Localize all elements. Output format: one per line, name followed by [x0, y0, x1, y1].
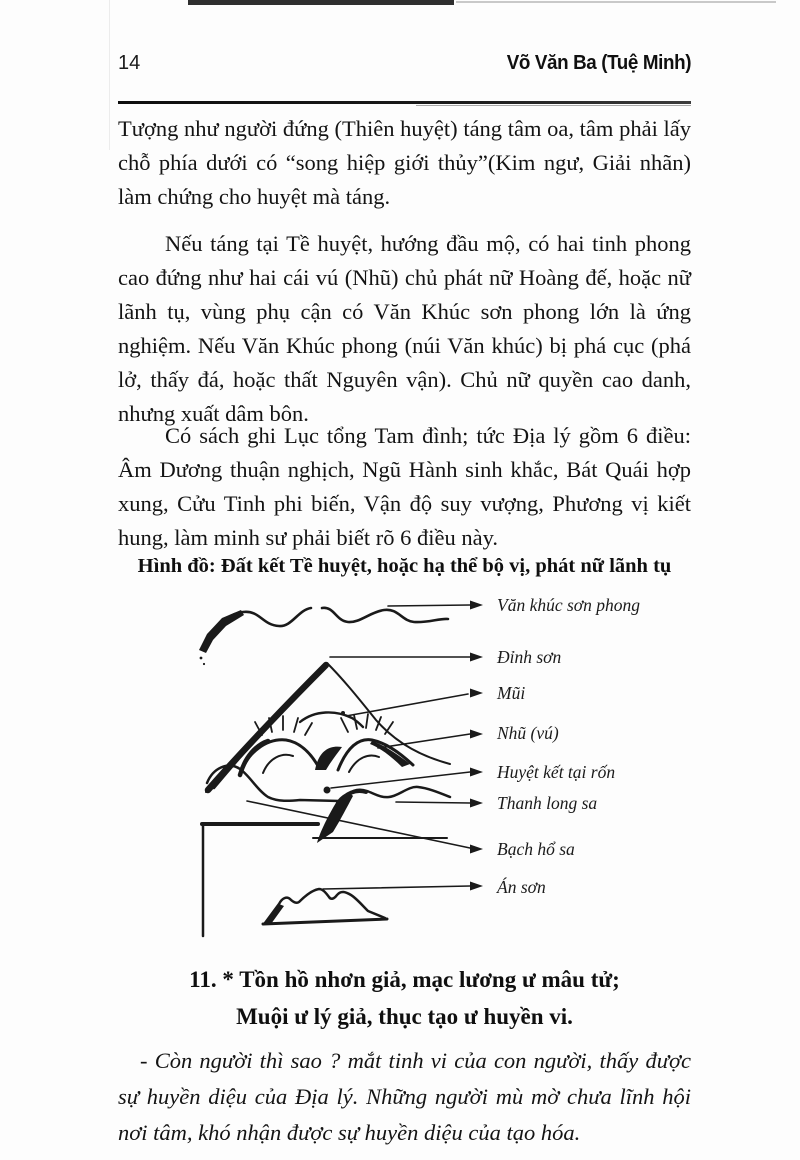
body-paragraph: Nếu táng tại Tề huyệt, hướng đầu mộ, có hai tinh phong cao đứng như hai cái vú (Nhũ) chủ phát nữ Hoàng đế, hoặc nữ lãnh tụ, vùng phụ cận có Văn Khúc sơn phong lớn là ứng nghiệm. Nếu Văn Khúc phong (núi Văn khúc) bị phá cục (phá lở, thấy đá, hoặc thất Nguyên vận). Chủ nữ quyền cao danh, nhưng xuất dâm bôn.: [118, 231, 691, 426]
verse-block: [118, 961, 691, 1035]
running-head-author: Võ Văn Ba (Tuệ Minh): [506, 52, 691, 74]
diagram-label-dinh-son: Đỉnh sơn: [497, 647, 562, 667]
nose-arc: [300, 711, 363, 727]
diagram-label-an-son: Án sơn: [497, 877, 546, 897]
label-arrows: [247, 601, 483, 891]
diagram-label-van-khuc-son-phong: Văn khúc sơn phong: [497, 595, 640, 615]
page-number: 14: [118, 52, 141, 74]
verse-line-2: Muội ư lý giả, thục tạo ư huyền vi.: [236, 1004, 573, 1029]
figure-caption: Hình đồ: Đất kết Tề huyệt, hoặc hạ thể bộ vị, phát nữ lãnh tụ: [137, 555, 672, 577]
diagram-label-thanh-long-sa: Thanh long sa: [497, 793, 598, 813]
diagram-label-mui: Mũi: [497, 683, 526, 703]
body-paragraph: Có sách ghi Lục tổng Tam đình; tức Địa lý gồm 6 điều: Âm Dương thuận nghịch, Ngũ Hành sinh khắc, Bát Quái hợp xung, Cửu Tinh phi biến, Vận độ suy vượng, Phương vị kiết hung, làm minh sư phải biết rõ 6 điều này.: [118, 423, 691, 550]
diagram-label-bach-ho-sa: Bạch hổ sa: [497, 839, 575, 859]
thanh-long-line: [207, 766, 450, 803]
ground-lines: [202, 824, 447, 936]
diagram-label-huyet-ket-tai-ron: Huyệt kết tại rốn: [497, 762, 616, 782]
commentary-paragraph: - Còn người thì sao ? mắt tinh vi của con người, thấy được sự huyền diệu của Địa lý. Những người mù mờ chưa lĩnh hội nơi tâm, khó nhận được sự huyền diệu của tạo hóa.: [118, 1048, 691, 1145]
an-son-hill: [263, 889, 387, 924]
verse-line-1: 11. * Tồn hồ nhơn giả, mạc lương ư mâu tử;: [189, 967, 620, 992]
body-paragraph: Tượng như người đứng (Thiên huyệt) táng tâm oa, tâm phải lấy chỗ phía dưới có “song hiệp giới thủy”(Kim ngư, Giải nhãn) làm chứng cho huyệt mà táng.: [118, 116, 691, 209]
huyet-dot: [324, 787, 331, 794]
diagram-label-nhu-vu: Nhũ (vú): [497, 723, 559, 743]
